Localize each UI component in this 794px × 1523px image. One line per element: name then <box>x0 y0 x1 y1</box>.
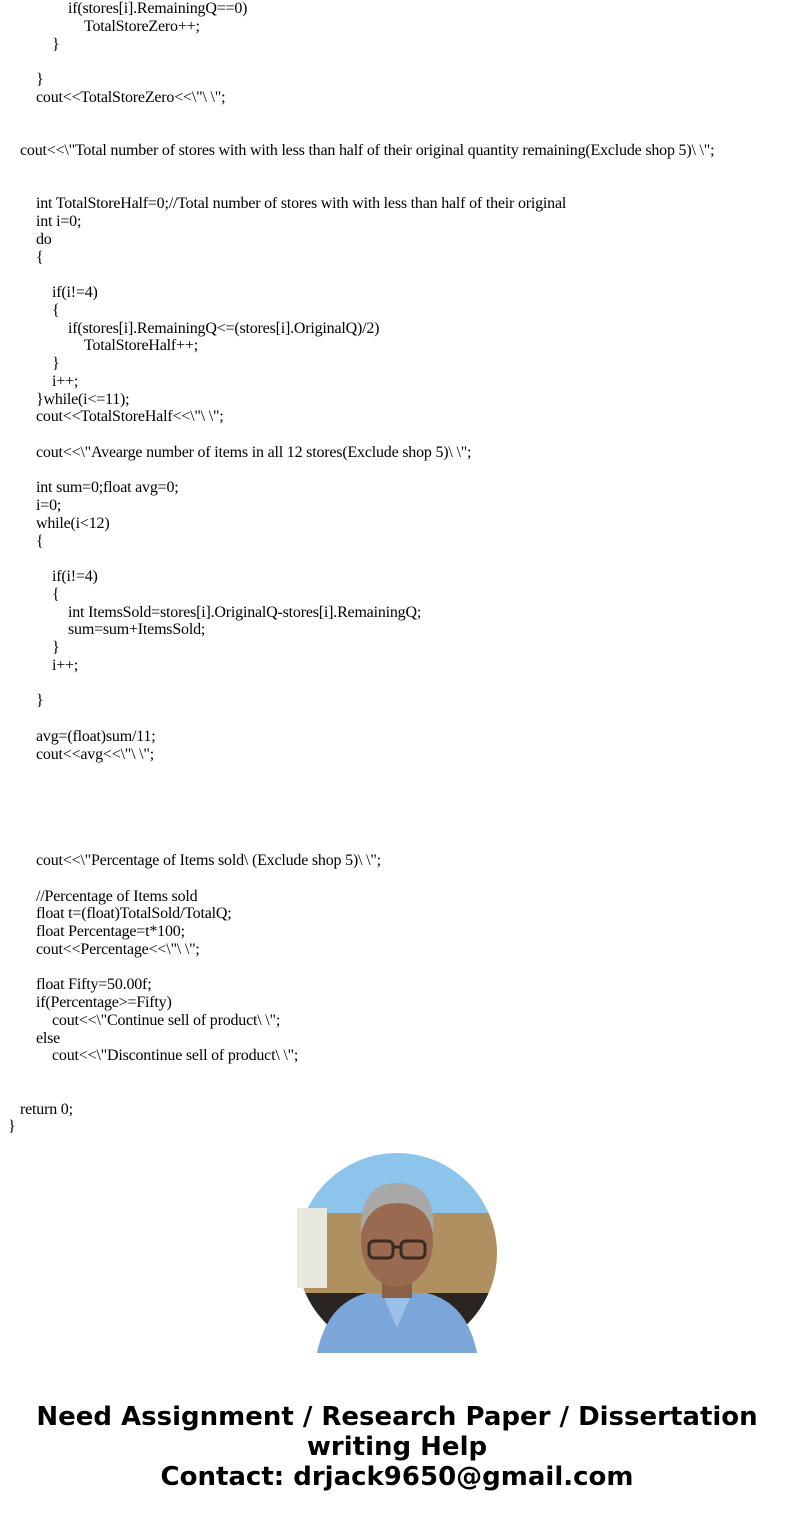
code-line <box>0 763 794 781</box>
code-line: return 0; <box>20 1100 73 1118</box>
code-line: } <box>52 639 60 656</box>
author-photo <box>297 1153 497 1353</box>
promo-text <box>0 1402 794 1492</box>
code-line: i=0; <box>36 497 62 514</box>
code-line <box>0 675 794 693</box>
code-line: cout<<TotalStoreHalf<<\"\ \"; <box>36 408 224 426</box>
code-line: if(i!=4) <box>52 284 98 301</box>
code-line: if(stores[i].RemainingQ<=(stores[i].OriginalQ)/2) <box>68 319 380 337</box>
code-line: } <box>8 1118 16 1136</box>
code-line: i++; <box>52 372 79 390</box>
code-line <box>0 160 794 178</box>
code-line <box>0 834 794 852</box>
code-line: //Percentage of Items sold <box>36 887 198 905</box>
code-line <box>0 462 794 480</box>
code-line <box>0 550 794 568</box>
code-line <box>0 178 794 196</box>
code-line <box>0 799 794 817</box>
code-line: cout<<avg<<\"\ \"; <box>36 745 154 763</box>
code-line: } <box>52 355 60 372</box>
code-line: { <box>52 585 60 603</box>
code-line: cout<<\"Percentage of Items sold\ (Exclude shop 5)\ \"; <box>36 852 381 869</box>
code-line <box>0 870 794 888</box>
code-line <box>0 1065 794 1083</box>
code-line: int TotalStoreHalf=0;//Total number of stores with with less than half of their original <box>36 195 567 213</box>
code-line: { <box>36 248 44 266</box>
code-line <box>0 781 794 799</box>
code-line: cout<<\"Total number of stores with with less than half of their original quantity remaining(Exclude shop 5)\ \"; <box>20 142 715 159</box>
code-line: float Percentage=t*100; <box>36 923 185 940</box>
code-line: } <box>52 35 60 53</box>
code-line: int ItemsSold=stores[i].OriginalQ-stores[i].RemainingQ; <box>68 603 422 621</box>
code-line <box>0 710 794 728</box>
code-line: } <box>36 692 44 710</box>
code-line: TotalStoreZero++; <box>84 17 200 35</box>
code-line: avg=(float)sum/11; <box>36 727 156 745</box>
code-line <box>0 817 794 835</box>
code-line: cout<<TotalStoreZero<<\"\ \"; <box>36 88 226 106</box>
code-line: cout<<\"Continue sell of product\ \"; <box>52 1011 281 1029</box>
code-line: cout<<\"Avearge number of items in all 12 stores(Exclude shop 5)\ \"; <box>36 443 472 461</box>
code-line: TotalStoreHalf++; <box>84 337 198 355</box>
code-line: }while(i<=11); <box>36 390 130 408</box>
person-portrait-icon <box>297 1153 497 1353</box>
code-line: cout<<Percentage<<\"\ \"; <box>36 940 200 958</box>
code-line <box>0 53 794 71</box>
code-line: else <box>36 1029 61 1047</box>
code-line: { <box>36 532 44 550</box>
code-line: int sum=0;float avg=0; <box>36 479 179 497</box>
code-line: float Fifty=50.00f; <box>36 976 152 994</box>
code-line <box>0 124 794 142</box>
code-line: float t=(float)TotalSold/TotalQ; <box>36 905 232 923</box>
code-line: sum=sum+ItemsSold; <box>68 621 206 639</box>
code-line: do <box>36 230 52 248</box>
code-line: { <box>52 301 60 319</box>
code-line: } <box>36 71 44 88</box>
code-line <box>0 426 794 444</box>
code-line: cout<<\"Discontinue sell of product\ \"; <box>52 1047 299 1065</box>
promo-contact: Contact: drjack9650@gmail.com <box>160 1462 634 1492</box>
code-line: int i=0; <box>36 213 82 230</box>
promo-line-2: writing Help <box>306 1432 488 1462</box>
code-line: if(i!=4) <box>52 568 98 585</box>
code-line: if(stores[i].RemainingQ==0) <box>68 0 248 17</box>
code-line <box>0 266 794 284</box>
promo-line-1: Need Assignment / Research Paper / Dissertation <box>36 1402 758 1432</box>
code-line <box>0 107 794 125</box>
code-line: if(Percentage>=Fifty) <box>36 994 172 1011</box>
code-line: i++; <box>52 656 79 674</box>
code-line <box>0 1083 794 1101</box>
code-line <box>0 959 794 977</box>
code-line: while(i<12) <box>36 514 110 532</box>
